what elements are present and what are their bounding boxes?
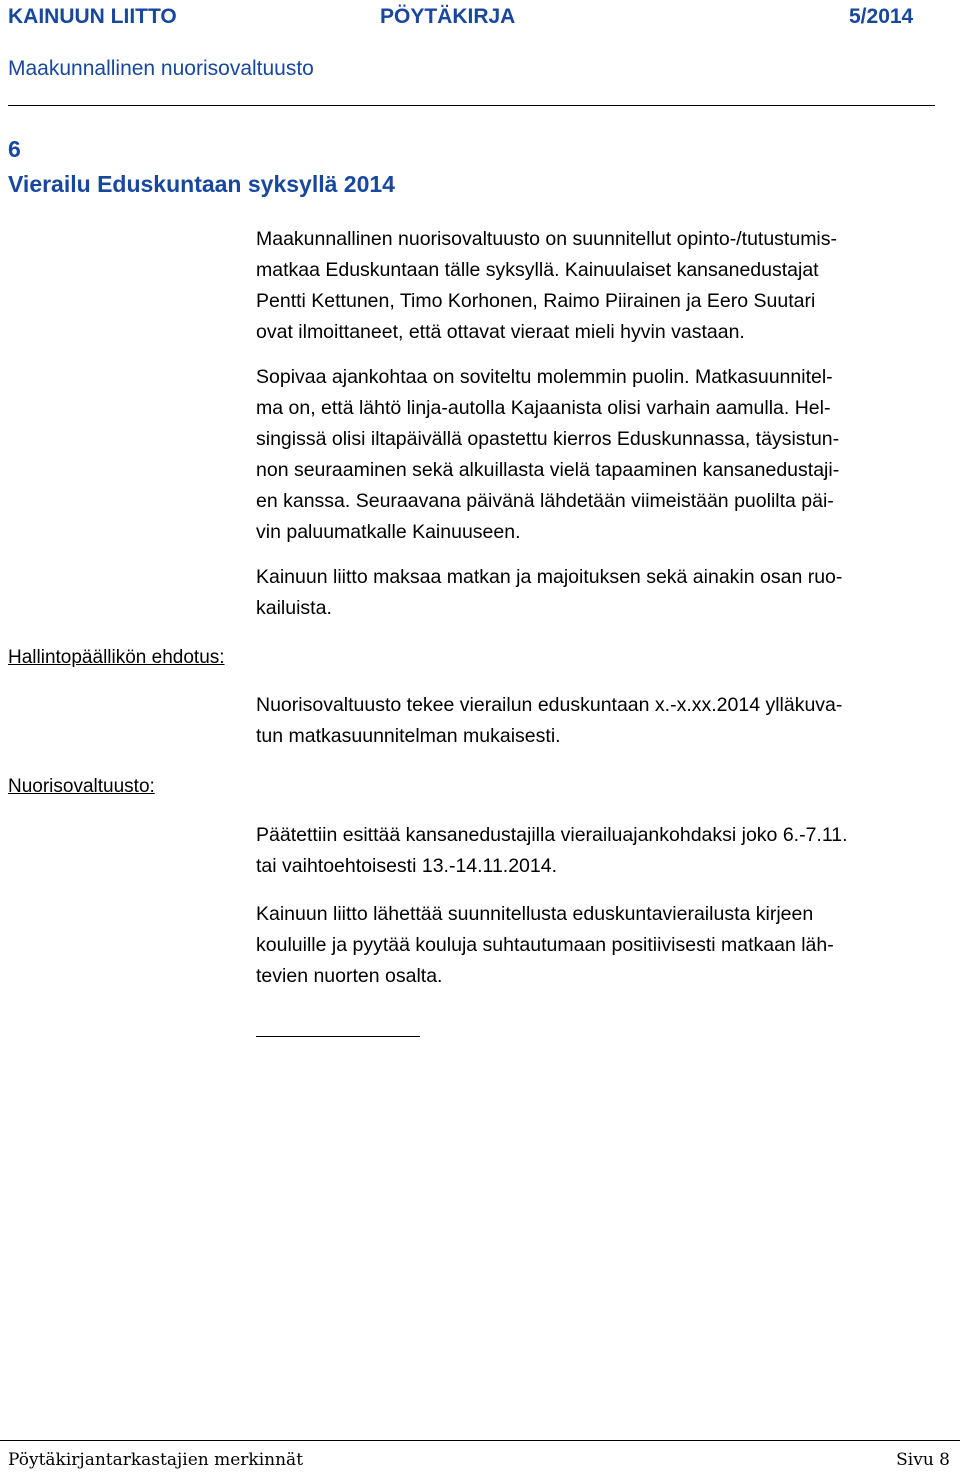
text-line: kouluille ja pyytää kouluja suhtautumaan positiivisesti matkaan läh-: [256, 934, 834, 956]
proposal-text: [256, 690, 842, 752]
section-title: Vierailu Eduskuntaan syksyllä 2014: [8, 171, 395, 197]
text-line: kailuista.: [256, 597, 332, 619]
text-line: ma on, että lähtö linja-autolla Kajaanista olisi varhain aamulla. Hel-: [256, 397, 831, 419]
text-line: Päätettiin esittää kansanedustajilla vierailuajankohdaksi joko 6.-7.11.: [256, 824, 848, 846]
text-line: non seuraaminen sekä alkuillasta vielä tapaaminen kansanedustaji-: [256, 459, 840, 481]
text-line: ovat ilmoittaneet, että ottavat vieraat mieli hyvin vastaan.: [256, 321, 745, 343]
text-line: Pentti Kettunen, Timo Korhonen, Raimo Piirainen ja Eero Suutari: [256, 290, 816, 312]
section-number: 6: [8, 136, 21, 162]
decision-paragraph-dates: [256, 820, 848, 882]
header-divider: [8, 105, 935, 106]
text-line: Nuorisovaltuusto tekee vierailun eduskuntaan x.-x.xx.2014 ylläkuva-: [256, 694, 843, 716]
text-line: Kainuun liitto lähettää suunnitellusta eduskuntavierailusta kirjeen: [256, 903, 814, 925]
document-number: 5/2014: [849, 5, 914, 28]
text-line: tai vaihtoehtoisesti 13.-14.11.2014.: [256, 855, 558, 877]
text-line: en kanssa. Seuraavana päivänä lähdetään viimeistään puolilta päi-: [256, 490, 834, 512]
footer-divider: [0, 1440, 960, 1441]
closing-rule: [256, 1036, 420, 1037]
committee-name: Maakunnallinen nuorisovaltuusto: [8, 57, 314, 80]
text-line: Maakunnallinen nuorisovaltuusto on suunnitellut opinto-/tutustumis-: [256, 228, 838, 250]
body-paragraph-costs: [256, 562, 842, 624]
text-line: singissä olisi iltapäivällä opastettu kierros Eduskunnassa, täysistun-: [256, 428, 840, 450]
decision-label: Nuorisovaltuusto:: [8, 776, 155, 797]
text-line: vin paluumatkalle Kainuuseen.: [256, 521, 521, 543]
footer-reviewer-notes: Pöytäkirjantarkastajien merkinnät: [8, 1450, 304, 1470]
text-line: tevien nuorten osalta.: [256, 965, 443, 987]
footer-page-number: Sivu 8: [896, 1450, 950, 1470]
document-type: PÖYTÄKIRJA: [380, 5, 516, 28]
body-paragraph-intro: [256, 224, 837, 348]
text-line: Sopivaa ajankohtaa on soviteltu molemmin puolin. Matkasuunnitel-: [256, 366, 833, 388]
body-paragraph-plan: [256, 362, 839, 548]
proposal-label: Hallintopäällikön ehdotus:: [8, 647, 225, 668]
text-line: Kainuun liitto maksaa matkan ja majoituksen sekä ainakin osan ruo-: [256, 566, 843, 588]
organization-name: KAINUUN LIITTO: [8, 5, 177, 28]
text-line: matkaa Eduskuntaan tälle syksyllä. Kainuulaiset kansanedustajat: [256, 259, 819, 281]
text-line: tun matkasuunnitelman mukaisesti.: [256, 725, 561, 747]
decision-paragraph-letter: [256, 899, 834, 992]
